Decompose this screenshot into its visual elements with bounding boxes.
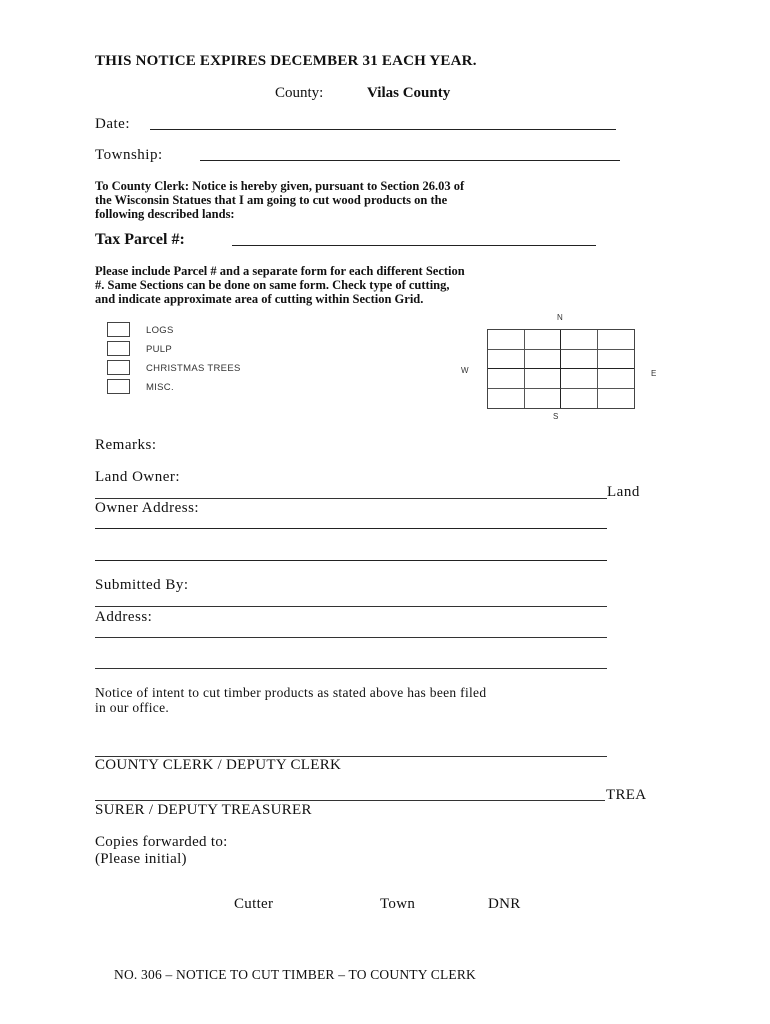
filed-notice [95, 685, 486, 715]
date-label: Date: [95, 116, 130, 132]
notice-paragraph [95, 179, 464, 221]
trea-suffix: TREA [606, 787, 647, 803]
grid-cell[interactable] [525, 389, 562, 409]
county-value: Vilas County [367, 85, 451, 101]
notice-line-2: the Wisconsin Statues that I am going to cut wood products on the [95, 193, 448, 207]
grid-cell[interactable] [525, 330, 562, 350]
copies-block [95, 834, 228, 868]
submitted-by-field[interactable] [95, 606, 607, 607]
tax-parcel-label: Tax Parcel #: [95, 231, 185, 248]
pulp-checkbox[interactable] [107, 341, 130, 356]
grid-cell[interactable] [525, 350, 562, 370]
recipient-town: Town [380, 896, 416, 912]
instructions-line-2: #. Same Sections can be done on same form. Check type of cutting, [95, 278, 450, 292]
grid-cell[interactable] [488, 330, 525, 350]
grid-cell[interactable] [488, 369, 525, 389]
filed-notice-line-1: Notice of intent to cut timber products as stated above has been filed [95, 685, 487, 700]
logs-label: LOGS [146, 325, 174, 336]
grid-cell[interactable] [561, 389, 598, 409]
grid-cell[interactable] [598, 350, 635, 370]
misc-checkbox[interactable] [107, 379, 130, 394]
notice-line-1: To County Clerk: Notice is hereby given, pursuant to Section 26.03 of [95, 179, 465, 193]
grid-east-label: E [651, 369, 657, 378]
remarks-label: Remarks: [95, 437, 157, 453]
instructions-line-1: Please include Parcel # and a separate form for each different Section [95, 264, 465, 278]
treasurer-signature-field[interactable] [95, 800, 605, 801]
land-owner-field[interactable] [95, 498, 607, 499]
grid-west-label: W [461, 366, 469, 375]
address-label: Address: [95, 609, 153, 625]
grid-cell[interactable] [598, 369, 635, 389]
owner-address-label: Owner Address: [95, 500, 200, 516]
land-suffix: Land [607, 484, 640, 500]
tax-parcel-field[interactable] [232, 245, 596, 246]
grid-cell[interactable] [561, 369, 598, 389]
date-field[interactable] [150, 129, 616, 130]
grid-cell[interactable] [525, 369, 562, 389]
notice-line-3: following described lands: [95, 207, 235, 221]
recipient-cutter: Cutter [234, 896, 274, 912]
grid-south-label: S [553, 412, 559, 421]
address-field-2[interactable] [95, 668, 607, 669]
misc-label: MISC. [146, 382, 174, 393]
christmas-trees-checkbox[interactable] [107, 360, 130, 375]
section-grid[interactable] [487, 329, 635, 409]
recipient-dnr: DNR [488, 896, 521, 912]
clerk-label: COUNTY CLERK / DEPUTY CLERK [95, 757, 342, 773]
owner-address-field-1[interactable] [95, 528, 607, 529]
copies-line-1: Copies forwarded to: [95, 834, 228, 850]
logs-checkbox[interactable] [107, 322, 130, 337]
owner-address-field-2[interactable] [95, 560, 607, 561]
land-owner-label: Land Owner: [95, 469, 181, 485]
grid-cell[interactable] [561, 330, 598, 350]
filed-notice-line-2: in our office. [95, 700, 170, 715]
grid-cell[interactable] [598, 389, 635, 409]
grid-cell[interactable] [488, 389, 525, 409]
pulp-label: PULP [146, 344, 173, 355]
county-label: County: [275, 85, 324, 101]
grid-cell[interactable] [561, 350, 598, 370]
instructions-line-3: and indicate approximate area of cutting within Section Grid. [95, 292, 424, 306]
grid-cell[interactable] [488, 350, 525, 370]
form-title: THIS NOTICE EXPIRES DECEMBER 31 EACH YEAR. [95, 53, 477, 69]
christmas-trees-label: CHRISTMAS TREES [146, 363, 241, 374]
instructions-paragraph [95, 264, 465, 306]
treasurer-label: SURER / DEPUTY TREASURER [95, 802, 312, 818]
township-label: Township: [95, 147, 163, 163]
township-field[interactable] [200, 160, 620, 161]
copies-line-2: (Please initial) [95, 851, 187, 867]
submitted-by-label: Submitted By: [95, 577, 189, 593]
grid-cell[interactable] [598, 330, 635, 350]
form-footer: NO. 306 – NOTICE TO CUT TIMBER – TO COUNTY CLERK [114, 967, 476, 982]
grid-north-label: N [557, 313, 563, 322]
address-field-1[interactable] [95, 637, 607, 638]
